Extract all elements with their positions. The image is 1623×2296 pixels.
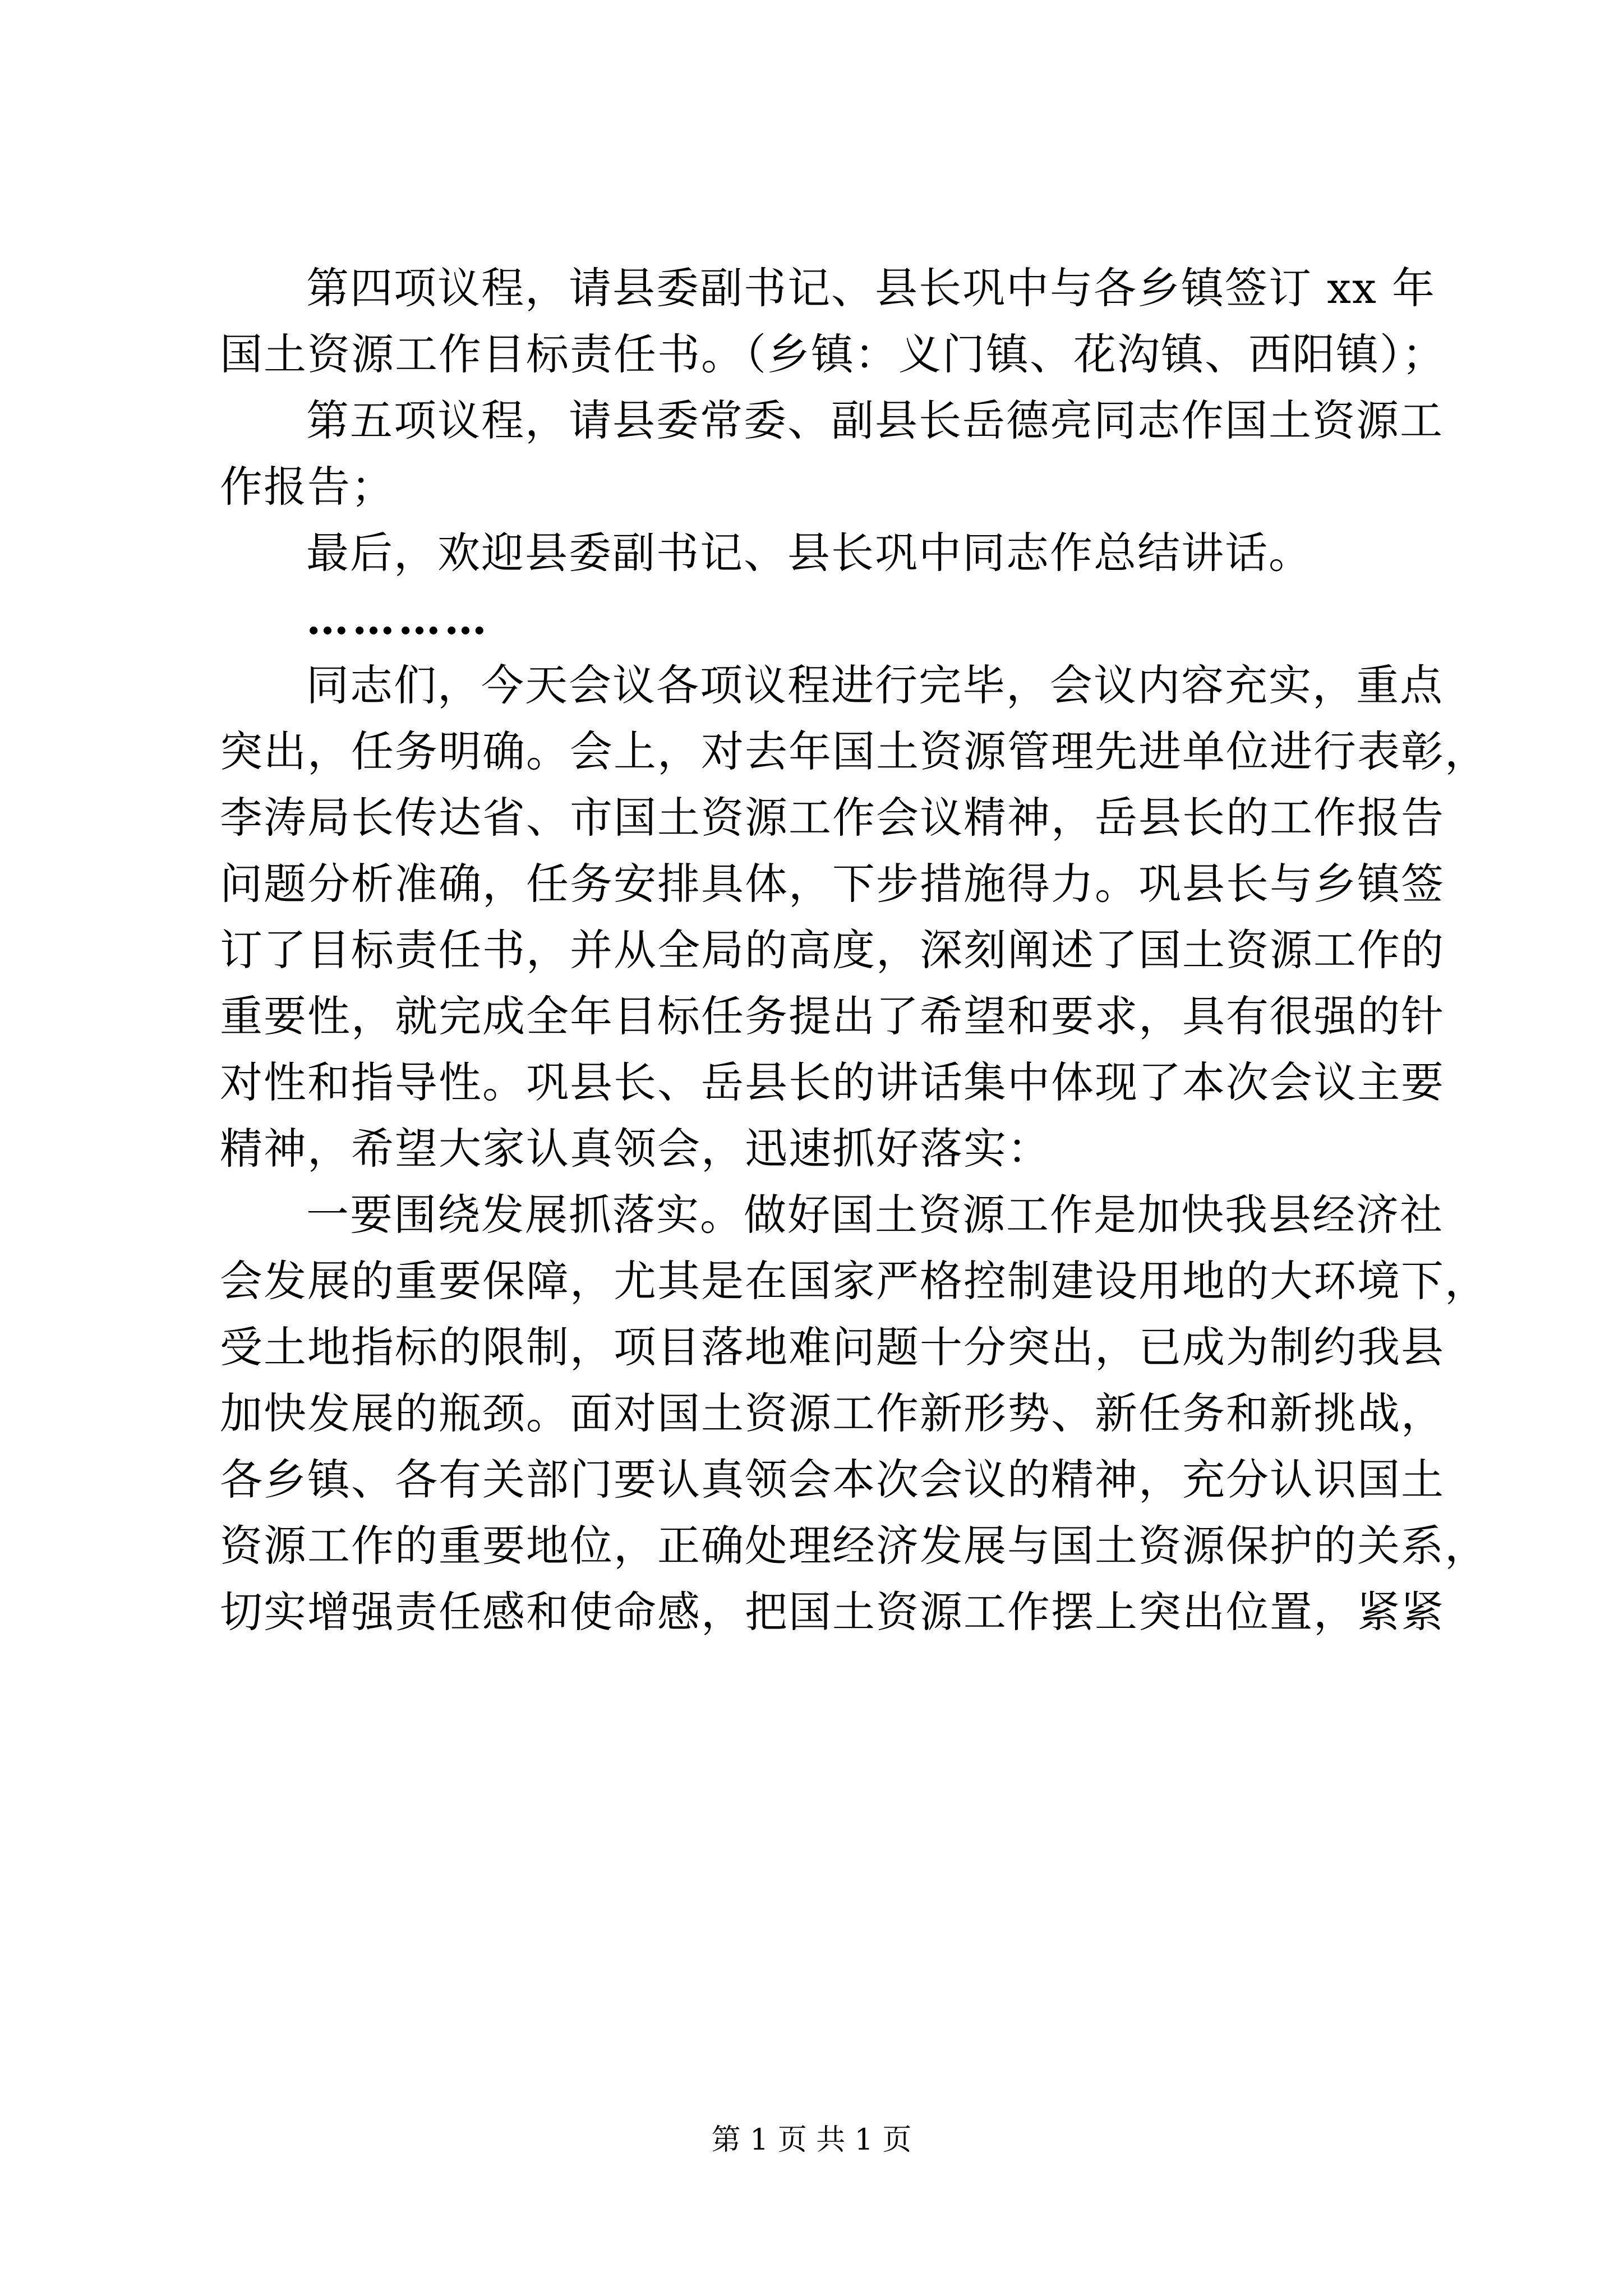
ellipsis-separator: ………… bbox=[306, 594, 490, 644]
page-footer: 第 1 页 共 1 页 bbox=[711, 2123, 912, 2157]
text-line: 精神，希望大家认真领会，迅速抓好落实： bbox=[220, 1124, 1051, 1174]
text-line: 第五项议程，请县委常委、副县长岳德亮同志作国土资源工 bbox=[306, 395, 1444, 445]
text-line: 同志们，今天会议各项议程进行完毕，会议内容充实，重点 bbox=[306, 660, 1444, 710]
text-line: 切实增强责任感和使命感，把国土资源工作摆上突出位置，紧紧 bbox=[220, 1587, 1445, 1637]
text-line: 会发展的重要保障，尤其是在国家严格控制建设用地的大环境下， bbox=[220, 1256, 1488, 1306]
text-line: 李涛局长传达省、市国土资源工作会议精神，岳县长的工作报告 bbox=[220, 793, 1445, 843]
text-line: 最后，欢迎县委副书记、县长巩中同志作总结讲话。 bbox=[306, 528, 1312, 578]
text-line: 问题分析准确，任务安排具体，下步措施得力。巩县长与乡镇签 bbox=[220, 859, 1445, 909]
text-line: 加快发展的瓶颈。面对国土资源工作新形势、新任务和新挑战， bbox=[220, 1388, 1445, 1438]
text-line: 第四项议程，请县委副书记、县长巩中与各乡镇签订 xx 年 bbox=[306, 263, 1436, 313]
text-line: 受土地指标的限制，项目落地难问题十分突出，已成为制约我县 bbox=[220, 1322, 1445, 1372]
text-line: 突出，任务明确。会上，对去年国土资源管理先进单位进行表彰， bbox=[220, 726, 1488, 776]
text-line: 各乡镇、各有关部门要认真领会本次会议的精神，充分认识国土 bbox=[220, 1455, 1445, 1504]
text-line: 资源工作的重要地位，正确处理经济发展与国土资源保护的关系， bbox=[220, 1521, 1488, 1571]
text-line: 作报告； bbox=[220, 462, 395, 512]
text-line: 订了目标责任书，并从全局的高度，深刻阐述了国土资源工作的 bbox=[220, 925, 1445, 975]
text-line: 对性和指导性。巩县长、岳县长的讲话集中体现了本次会议主要 bbox=[220, 1057, 1445, 1107]
text-line: 国土资源工作目标责任书。（乡镇：义门镇、花沟镇、西阳镇）； bbox=[220, 329, 1446, 379]
text-line: 重要性，就完成全年目标任务提出了希望和要求，具有很强的针 bbox=[220, 991, 1445, 1041]
text-line: 一要围绕发展抓落实。做好国土资源工作是加快我县经济社 bbox=[306, 1190, 1444, 1240]
document-body bbox=[220, 255, 1488, 1645]
